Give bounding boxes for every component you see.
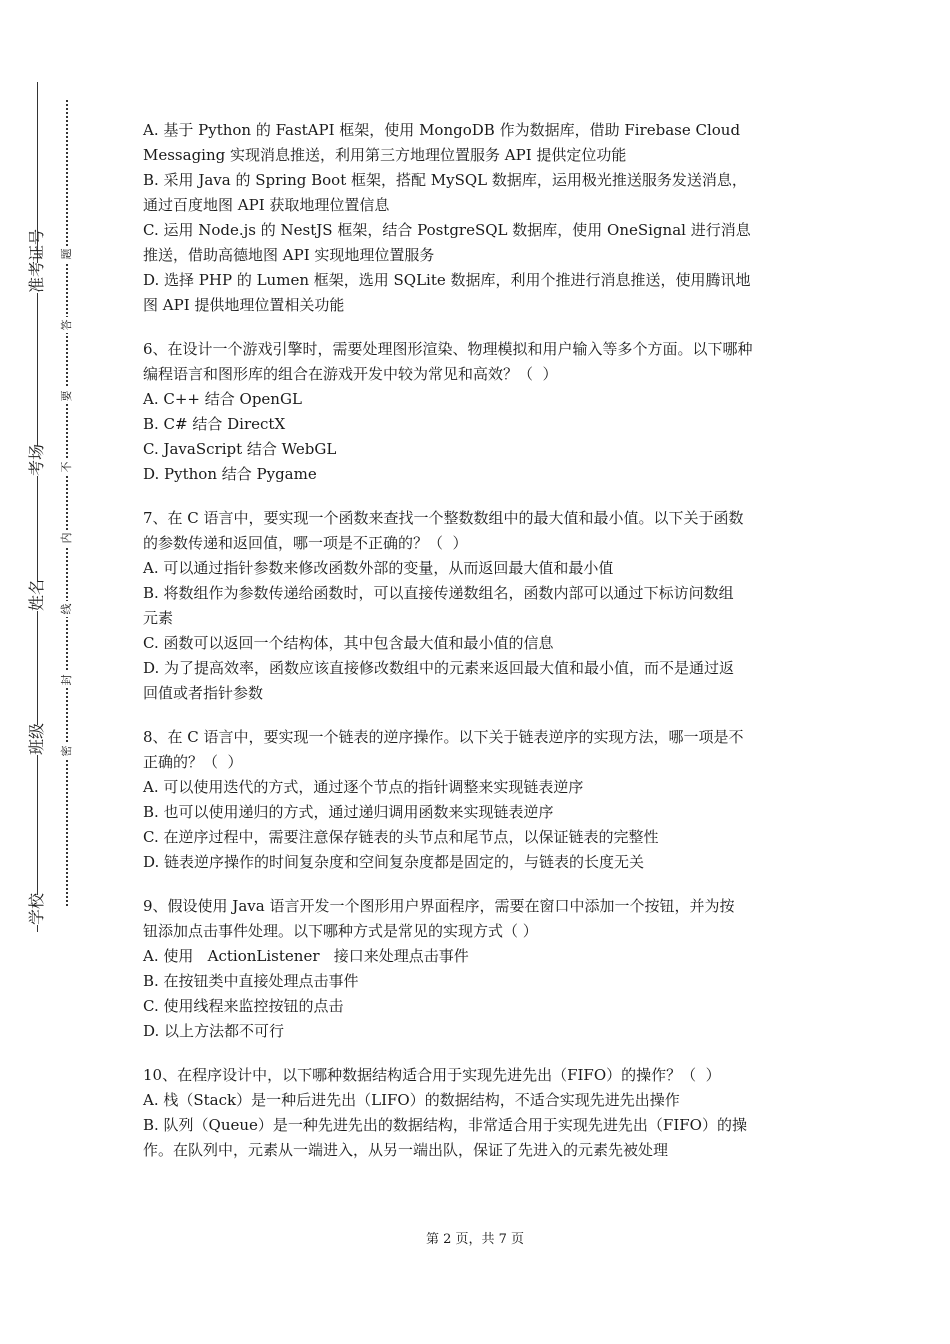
field-label-school: 学校	[27, 892, 46, 925]
option-text: 推送，借助高德地图 API 实现地理位置服务	[143, 246, 435, 264]
question-stem: 9、假设使用 Java 语言开发一个图形用户界面程序，需要在窗口中添加一个按钮，并为按	[143, 897, 735, 915]
question-6	[143, 337, 813, 487]
seal-char: 要	[59, 388, 75, 404]
option-d: D. Python 结合 Pygame	[143, 465, 317, 483]
question-10	[143, 1063, 813, 1163]
question-stem: 10、在程序设计中，以下哪种数据结构适合用于实现先进先出（FIFO）的操作？（ ）	[143, 1066, 721, 1084]
question-stem: 的参数传递和返回值，哪一项是不正确的？（ ）	[143, 534, 468, 552]
seal-char: 线	[59, 601, 75, 617]
exam-content	[143, 118, 813, 1163]
option-a: A. C++ 结合 OpenGL	[143, 390, 302, 408]
option-a: A. 可以使用迭代的方式，通过逐个节点的指针调整来实现链表逆序	[143, 778, 584, 796]
seal-char: 题	[59, 246, 75, 262]
option-a: A. 可以通过指针参数来修改函数外部的变量，从而返回最大值和最小值	[143, 559, 614, 577]
field-label-exam-room: 考场	[27, 443, 46, 476]
field-label-name: 姓名	[27, 578, 46, 611]
option-c: C. JavaScript 结合 WebGL	[143, 440, 337, 458]
binding-solid-line	[37, 82, 38, 932]
question-7	[143, 506, 813, 706]
field-label-class: 班级	[27, 722, 46, 755]
option-text: Messaging 实现消息推送，利用第三方地理位置服务 API 提供定位功能	[143, 146, 627, 164]
option-b: B. 也可以使用递归的方式，通过递归调用函数来实现链表逆序	[143, 803, 554, 821]
option-b: 元素	[143, 609, 174, 627]
option-b: 作。在队列中，元素从一端进入，从另一端出队，保证了先进入的元素先被处理	[143, 1141, 669, 1159]
option-b: B. C# 结合 DirectX	[143, 415, 286, 433]
question-5-options	[143, 118, 813, 318]
field-label-exam-number: 准考证号	[27, 228, 46, 293]
option-text: 图 API 提供地理位置相关功能	[143, 296, 345, 314]
seal-char: 封	[59, 672, 75, 688]
option-c: C. 在逆序过程中，需要注意保存链表的头节点和尾节点，以保证链表的完整性	[143, 828, 659, 846]
option-d: D. 以上方法都不可行	[143, 1022, 285, 1040]
seal-char: 答	[59, 317, 75, 333]
binding-margin	[0, 0, 110, 1344]
question-stem: 7、在 C 语言中，要实现一个函数来查找一个整数数组中的最大值和最小值。以下关于函数	[143, 509, 744, 527]
question-stem: 正确的？（ ）	[143, 753, 243, 771]
option-text: D. 选择 PHP 的 Lumen 框架，选用 SQLite 数据库，利用个推进行消息推送，使用腾讯地	[143, 271, 751, 289]
option-b: B. 将数组作为参数传递给函数时，可以直接传递数组名，函数内部可以通过下标访问数组	[143, 584, 734, 602]
option-text: B. 采用 Java 的 Spring Boot 框架，搭配 MySQL 数据库，运用极光推送服务发送消息，	[143, 171, 747, 189]
seal-char: 密	[59, 743, 75, 759]
seal-dotted-line	[66, 100, 68, 906]
option-c: C. 使用线程来监控按钮的点击	[143, 997, 344, 1015]
option-c: C. 函数可以返回一个结构体，其中包含最大值和最小值的信息	[143, 634, 554, 652]
option-a: A. 栈（Stack）是一种后进先出（LIFO）的数据结构，不适合实现先进先出操作	[143, 1091, 680, 1109]
question-stem: 编程语言和图形库的组合在游戏开发中较为常见和高效？（ ）	[143, 365, 558, 383]
option-text: 通过百度地图 API 获取地理位置信息	[143, 196, 390, 214]
option-text: A. 基于 Python 的 FastAPI 框架，使用 MongoDB 作为数据库，借助 Firebase Cloud	[143, 121, 741, 139]
seal-char: 内	[59, 530, 75, 546]
question-stem: 6、在设计一个游戏引擎时，需要处理图形渲染、物理模拟和用户输入等多个方面。以下哪种	[143, 340, 753, 358]
option-d: 回值或者指针参数	[143, 684, 264, 702]
question-stem: 8、在 C 语言中，要实现一个链表的逆序操作。以下关于链表逆序的实现方法，哪一项是不	[143, 728, 744, 746]
seal-char: 不	[59, 459, 75, 475]
question-stem: 钮添加点击事件处理。以下哪种方式是常见的实现方式（ ）	[143, 922, 538, 940]
option-a: A. 使用 ActionListener 接口来处理点击事件	[143, 947, 469, 965]
option-d: D. 链表逆序操作的时间复杂度和空间复杂度都是固定的，与链表的长度无关	[143, 853, 645, 871]
option-b: B. 队列（Queue）是一种先进先出的数据结构，非常适合用于实现先进先出（FIFO）的操	[143, 1116, 747, 1134]
question-9	[143, 894, 813, 1044]
page-footer: 第 2 页，共 7 页	[425, 1232, 525, 1247]
option-b: B. 在按钮类中直接处理点击事件	[143, 972, 359, 990]
option-text: C. 运用 Node.js 的 NestJS 框架，结合 PostgreSQL 数据库，使用 OneSignal 进行消息	[143, 221, 751, 239]
question-8	[143, 725, 813, 875]
option-d: D. 为了提高效率，函数应该直接修改数组中的元素来返回最大值和最小值，而不是通过返	[143, 659, 735, 677]
